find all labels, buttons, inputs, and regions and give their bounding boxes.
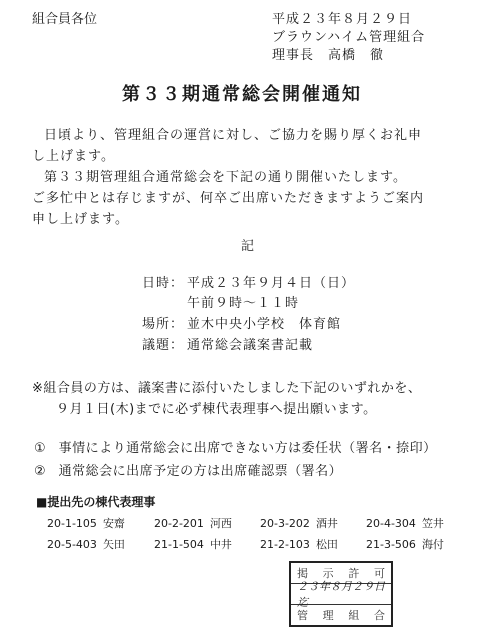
unit-number: 20-3-202 [260, 517, 310, 530]
body-line: 日頃より、管理組合の運営に対し、ご協力を賜り厚くお礼申 [44, 128, 423, 143]
note-line: ９月１日(木)までに必ず棟代表理事へ提出願います。 [56, 402, 377, 417]
unit-number: 20-4-304 [366, 517, 416, 530]
submission-item [34, 437, 437, 456]
body-line: し上げます。 [32, 149, 115, 164]
item-text: 事情により通常総会に出席できない方は委任状（署名・捺印） [58, 441, 437, 456]
body-line: 申し上げます。 [32, 212, 129, 227]
stamp-char: 許 [348, 567, 360, 580]
representative-name: 矢田 [102, 538, 125, 551]
issue-date: 平成２３年８月２９日 [272, 12, 413, 27]
representative-name: 海付 [421, 538, 444, 551]
representative-name: 酒井 [315, 517, 338, 530]
agenda-label: 議題： [142, 338, 185, 353]
time-value: 午前９時～１１時 [187, 296, 300, 311]
representative-name: 松田 [315, 538, 338, 551]
unit-number: 21-2-103 [260, 538, 310, 551]
unit-number: 21-3-506 [366, 538, 416, 551]
representative-entry [47, 515, 125, 531]
body-line: 第３３期管理組合通常総会を下記の通り開催いたします。 [44, 170, 407, 185]
datetime-value: 平成２３年９月４日（日） [187, 276, 356, 291]
representative-entry [154, 536, 232, 552]
representative-entry [260, 536, 338, 552]
agenda-value: 通常総会議案書記載 [187, 338, 314, 353]
representative-entry [154, 515, 232, 531]
stamp-date-row: ２３年８月２９日迄 [291, 584, 391, 605]
place-label: 場所： [142, 317, 185, 332]
posting-permit-stamp [289, 561, 393, 627]
representative-entry [260, 515, 338, 531]
representative-name: 笠井 [421, 517, 444, 530]
unit-number: 20-5-403 [47, 538, 97, 551]
stamp-char: 管 [297, 609, 308, 622]
representatives-heading: ■提出先の棟代表理事 [36, 495, 156, 509]
representative-name: 安齋 [102, 517, 125, 530]
item-text: 通常総会に出席予定の方は出席確認票（署名） [58, 464, 343, 479]
page-title: 第３３期通常総会開催通知 [122, 84, 362, 105]
chairman-name: 理事長 高橋 徹 [272, 48, 385, 63]
unit-number: 20-2-201 [154, 517, 204, 530]
place-value: 並木中央小学校 体育館 [187, 317, 342, 332]
stamp-char: 可 [373, 567, 385, 580]
representative-entry [366, 536, 444, 552]
stamp-char: 示 [322, 567, 334, 580]
item-marker: ① [34, 441, 47, 456]
item-marker: ② [34, 464, 47, 479]
note-line: ※組合員の方は、議案書に添付いたしました下記のいずれかを、 [32, 381, 422, 396]
stamp-char: 合 [373, 609, 385, 622]
body-line: ご多忙中とは存じますが、何卒ご出席いただきますようご案内 [32, 191, 425, 206]
unit-number: 20-1-105 [47, 517, 97, 530]
organization-name: ブラウンハイム管理組合 [272, 30, 426, 45]
stamp-char: 掲 [297, 567, 308, 580]
representative-entry [366, 515, 444, 531]
ki-heading: 記 [241, 239, 255, 254]
stamp-char: 理 [322, 609, 334, 622]
representative-entry [47, 536, 125, 552]
datetime-label: 日時： [142, 276, 185, 291]
stamp-char: 組 [348, 609, 360, 622]
addressee: 組合員各位 [32, 12, 98, 27]
submission-item [34, 460, 342, 479]
unit-number: 21-1-504 [154, 538, 204, 551]
representative-name: 中井 [209, 538, 232, 551]
representative-name: 河西 [209, 517, 232, 530]
